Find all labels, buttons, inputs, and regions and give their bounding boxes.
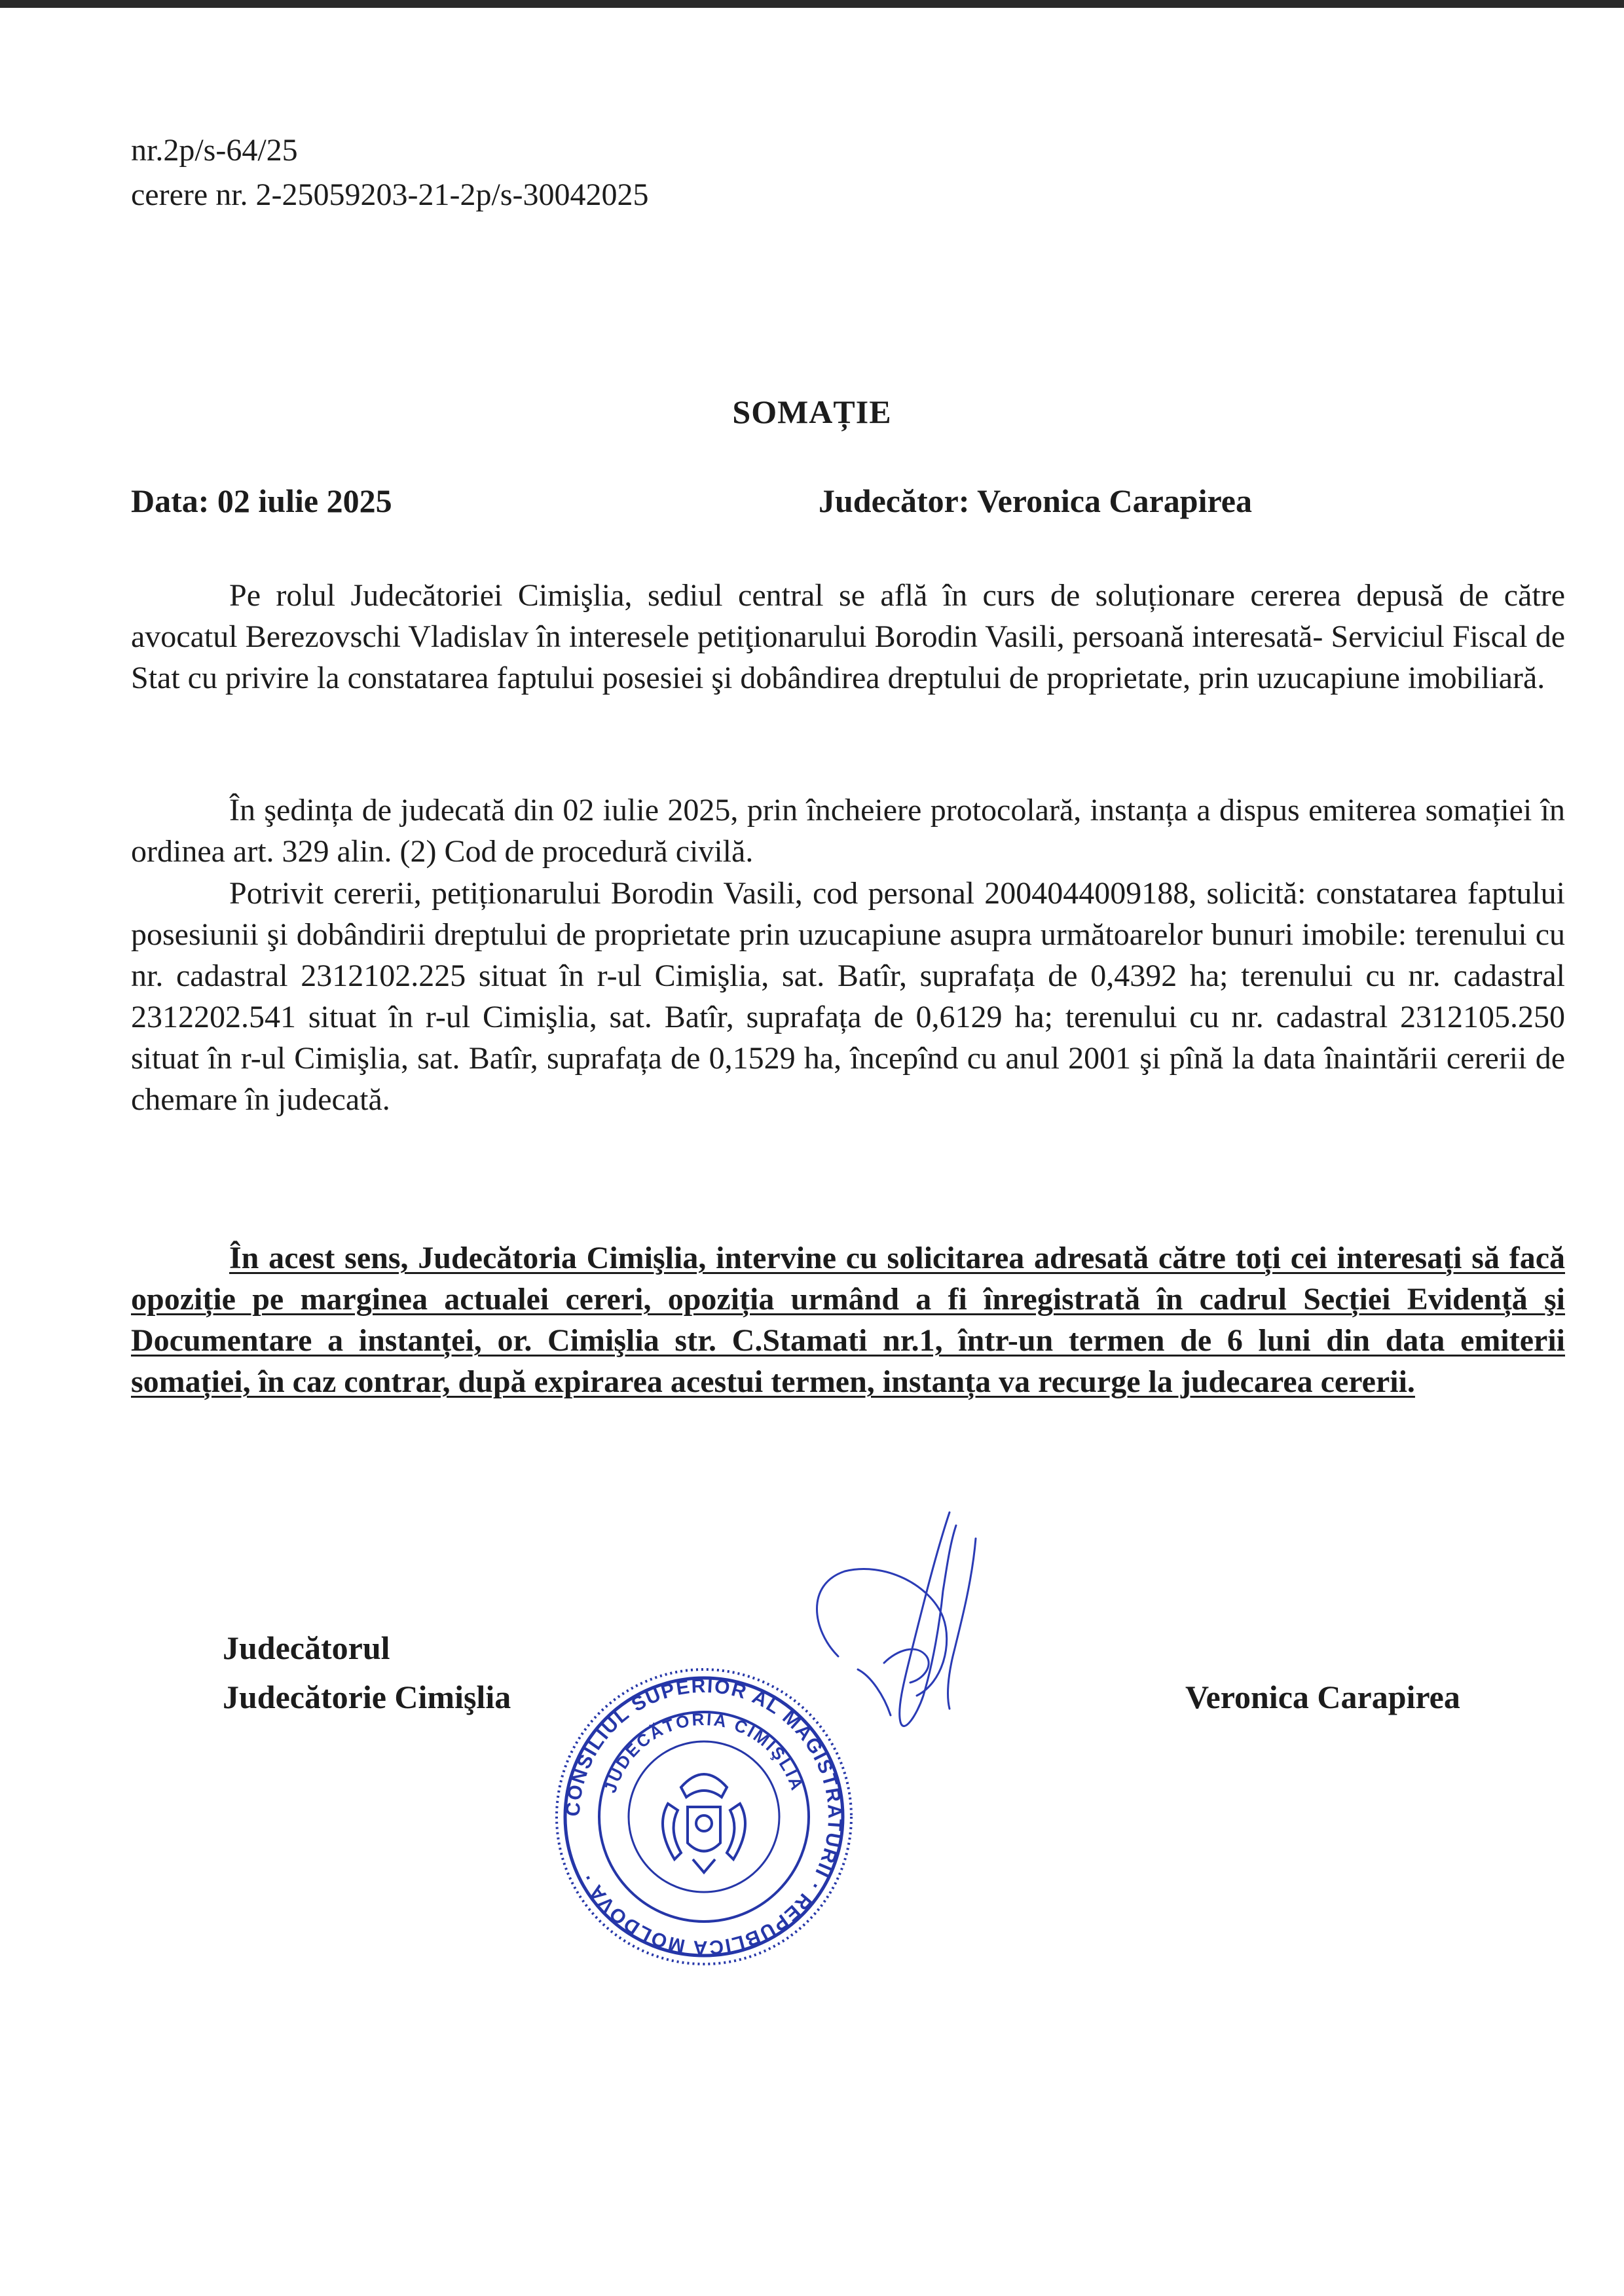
- signature-name: Veronica Carapirea: [1185, 1679, 1460, 1715]
- signature-court: Judecătorie Cimişlia: [223, 1679, 511, 1715]
- handwritten-signature: [786, 1499, 1022, 1774]
- paragraph-2: În şedința de judecată din 02 iulie 2025, prin încheiere protocolară, instanța a dispus emiterea somației în ordinea art. 329 alin. (2) Cod de procedură civilă.: [131, 793, 1565, 869]
- paragraph-4-notice: În acest sens, Judecătoria Cimişlia, intervine cu solicitarea adresată către toți cei interesați să facă opoziție pe marginea actualei cereri, opoziția urmând a fi înregistrată în cadrul Secției Evidență şi Documentare a instanței, or. Cimişlia str. C.Stamati nr.1, într-un termen de 6 luni din data emiterii somației, în caz contrar, după expirarea acestui termen, instanța va recurge la judecarea cererii.: [131, 1241, 1565, 1399]
- scan-top-edge: [0, 0, 1624, 8]
- request-number: cerere nr. 2-25059203-21-2p/s-30042025: [131, 177, 649, 212]
- document-title: SOMAȚIE: [732, 393, 892, 430]
- stamp-outer-text: CONSILIUL SUPERIOR AL MAGISTRATURII · REPUBLICA MOLDOVA ·: [562, 1675, 846, 1959]
- paragraph-1: Pe rolul Judecătoriei Cimişlia, sediul central se află în curs de soluționare cererea depusă de către avocatul Berezovschi Vladislav în interesele petiţionarului Borodin Vasili, persoană interesată- Serviciul Fiscal de Stat cu privire la constatarea faptului posesiei şi dobândirea dreptului de proprietate, prin uzucapiune imobiliară.: [131, 578, 1565, 695]
- coat-of-arms-icon: [663, 1774, 745, 1872]
- signature-role: Judecătorul: [223, 1630, 390, 1666]
- document-date: Data: 02 iulie 2025: [131, 483, 392, 519]
- stamp-inner-text: JUDECĂTORIA CIMIŞLIA: [600, 1709, 808, 1795]
- reference-number: nr.2p/s-64/25: [131, 133, 298, 168]
- judge-name: Judecător: Veronica Carapirea: [819, 483, 1252, 519]
- paragraph-3: Potrivit cererii, petiționarului Borodin Vasili, cod personal 2004044009188, solicită: constatarea faptului posesiunii şi dobândirii dreptului de proprietate prin uzucapiune asupra următoarelor bunuri imobile: terenului cu nr. cadastral 2312102.225 situat în r-ul Cimişlia, sat. Batîr, suprafața de 0,4392 ha; terenului cu nr. cadastral 2312202.541 situat în r-ul Cimişlia, sat. Batîr, suprafața de 0,6129 ha; terenului cu nr. cadastral 2312105.250 situat în r-ul Cimişlia, sat. Batîr, suprafața de 0,1529 ha, începînd cu anul 2001 şi pînă la data înaintării cererii de chemare în judecată.: [131, 876, 1565, 1117]
